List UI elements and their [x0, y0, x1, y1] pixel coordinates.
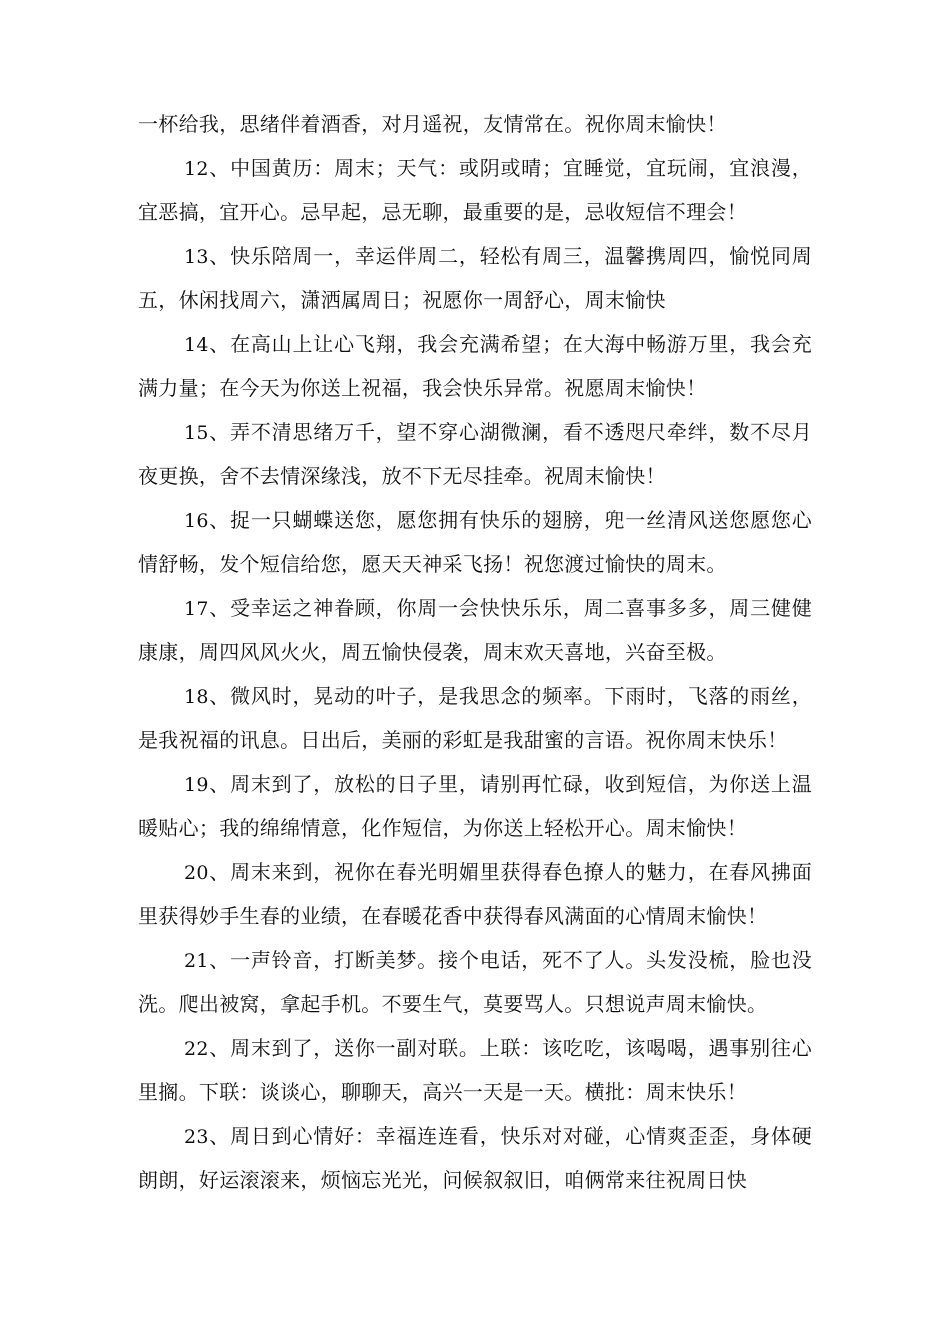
paragraph-23 — [138, 1115, 812, 1203]
paragraph-text: 、快乐陪周一，幸运伴周二，轻松有周三，温馨携周四，愉悦同周五，休闲找周六，潇洒属周日；祝愿你一周舒心，周末愉快 — [138, 243, 812, 312]
paragraph-number: 23 — [184, 1125, 209, 1148]
paragraph-22 — [138, 1027, 812, 1115]
paragraph-20 — [138, 851, 812, 939]
paragraph-number: 14 — [184, 333, 209, 356]
paragraph-number: 21 — [184, 949, 209, 972]
paragraph-text: 、在高山上让心飞翔，我会充满希望；在大海中畅游万里，我会充满力量；在今天为你送上祝福，我会快乐异常。祝愿周末愉快！ — [138, 331, 812, 400]
paragraph-18 — [138, 675, 812, 763]
paragraph-number: 20 — [184, 861, 209, 884]
paragraph-number: 19 — [184, 773, 209, 796]
paragraph-text: 、弄不清思绪万千，望不穿心湖微澜，看不透咫尺牵绊，数不尽月夜更换，舍不去情深缘浅，放不下无尽挂牵。祝周末愉快！ — [138, 419, 812, 488]
paragraph-16 — [138, 499, 812, 587]
paragraph-text: 、中国黄历：周末；天气：或阴或晴；宜睡觉，宜玩闹，宜浪漫，宜恶搞，宜开心。忌早起，忌无聊，最重要的是，忌收短信不理会！ — [138, 155, 812, 224]
document-body — [138, 103, 812, 1203]
paragraph-number: 12 — [184, 157, 209, 180]
paragraph-text: 、周日到心情好：幸福连连看，快乐对对碰，心情爽歪歪，身体硬朗朗，好运滚滚来，烦恼忘光光，问候叙叙旧，咱俩常来往祝周日快 — [138, 1123, 812, 1192]
paragraph-text: 一杯给我，思绪伴着酒香，对月遥祝，友情常在。祝你周末愉快！ — [138, 112, 727, 136]
paragraph-15 — [138, 411, 812, 499]
paragraph-number: 22 — [184, 1037, 209, 1060]
paragraph-12 — [138, 147, 812, 235]
paragraph-text: 、周末到了，送你一副对联。上联：该吃吃，该喝喝，遇事别往心里搁。下联：谈谈心，聊聊天，高兴一天是一天。横批：周末快乐！ — [138, 1035, 812, 1104]
paragraph-text: 、捉一只蝴蝶送您，愿您拥有快乐的翅膀，兜一丝清风送您愿您心情舒畅，发个短信给您，愿天天神采飞扬！祝您渡过愉快的周末。 — [138, 507, 812, 576]
paragraph-text: 、周末来到，祝你在春光明媚里获得春色撩人的魅力，在春风拂面里获得妙手生春的业绩，在春暖花香中获得春风满面的心情周末愉快！ — [138, 859, 812, 928]
paragraph-14 — [138, 323, 812, 411]
paragraph-number: 16 — [184, 509, 209, 532]
paragraph-19 — [138, 763, 812, 851]
paragraph-text: 、一声铃音，打断美梦。接个电话，死不了人。头发没梳，脸也没洗。爬出被窝，拿起手机。不要生气，莫要骂人。只想说声周末愉快。 — [138, 947, 812, 1016]
paragraph-number: 15 — [184, 421, 209, 444]
paragraph-number: 17 — [184, 597, 209, 620]
paragraph-17 — [138, 587, 812, 675]
paragraph-text: 、周末到了，放松的日子里，请别再忙碌，收到短信，为你送上温暖贴心；我的绵绵情意，化作短信，为你送上轻松开心。周末愉快！ — [138, 771, 812, 840]
paragraph-11-continued — [138, 103, 812, 147]
paragraph-text: 、受幸运之神眷顾，你周一会快快乐乐，周二喜事多多，周三健健康康，周四风风火火，周五愉快侵袭，周末欢天喜地，兴奋至极。 — [138, 595, 812, 664]
paragraph-21 — [138, 939, 812, 1027]
paragraph-13 — [138, 235, 812, 323]
paragraph-number: 18 — [184, 685, 209, 708]
paragraph-number: 13 — [184, 245, 209, 268]
paragraph-text: 、微风时，晃动的叶子，是我思念的频率。下雨时，飞落的雨丝，是我祝福的讯息。日出后，美丽的彩虹是我甜蜜的言语。祝你周末快乐！ — [138, 683, 812, 752]
